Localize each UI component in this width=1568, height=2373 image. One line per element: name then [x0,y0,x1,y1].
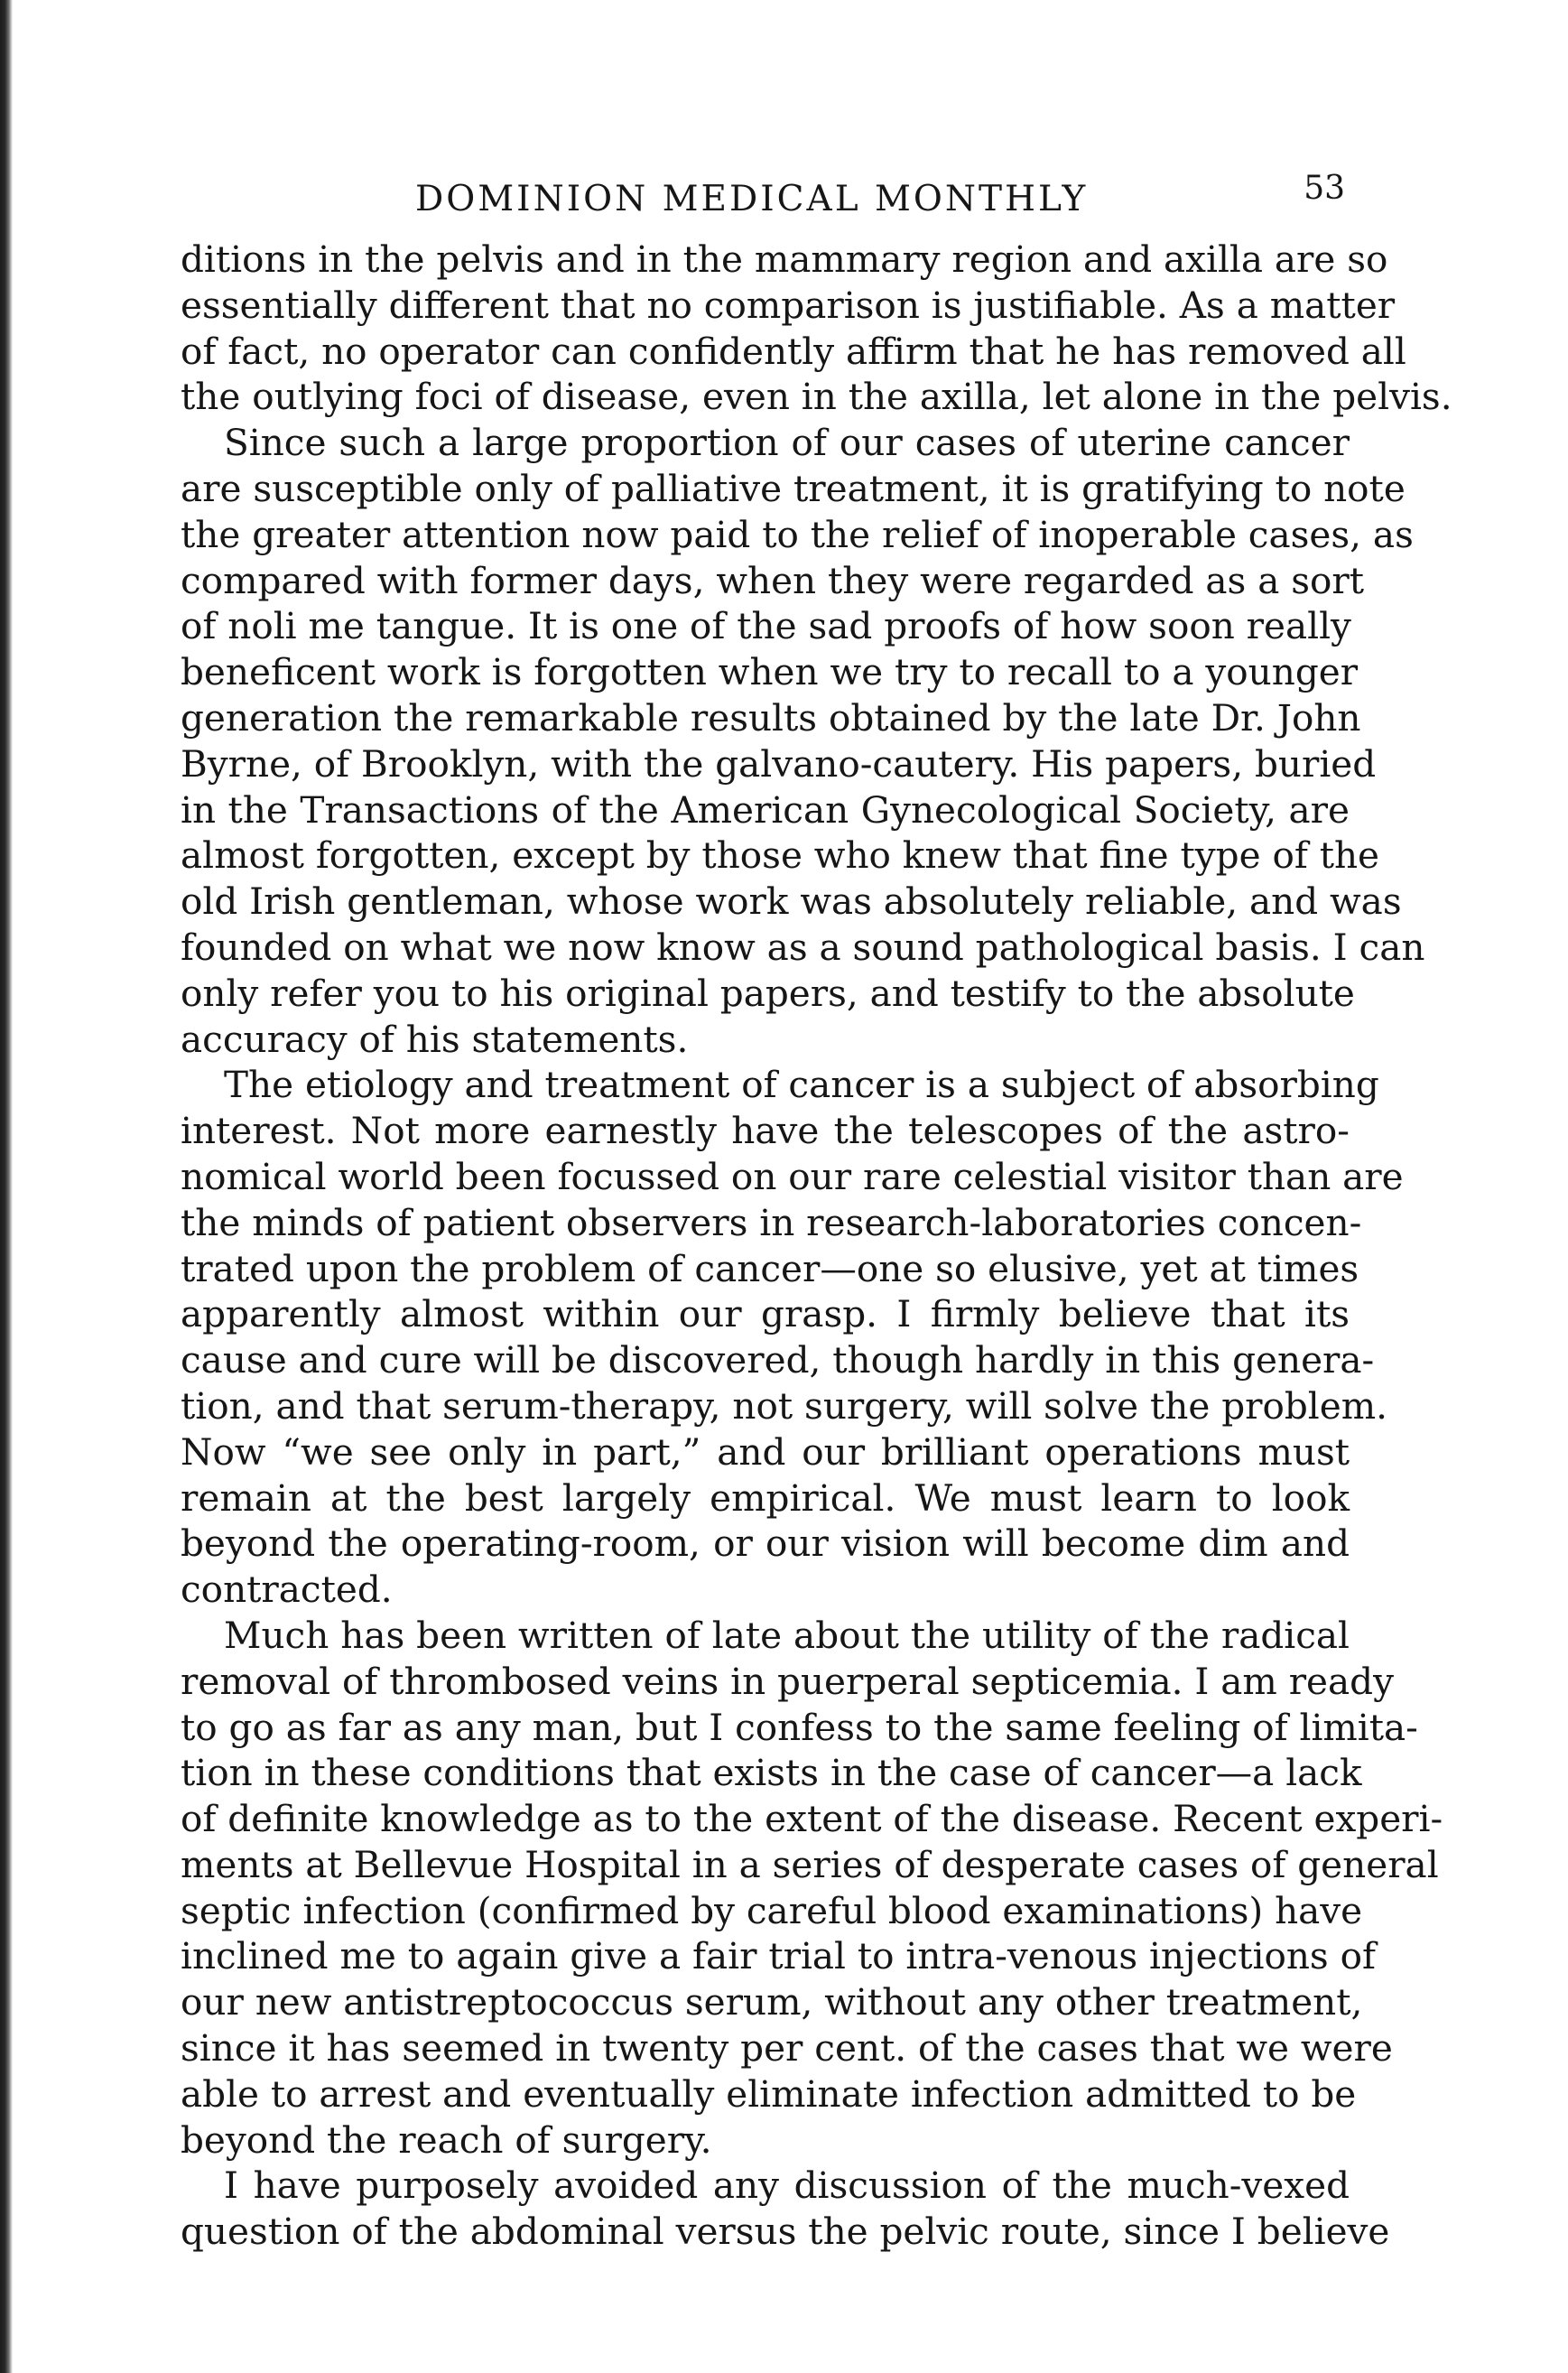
paragraph [181,2163,1390,2255]
text-line: beyond the reach of surgery. [181,2117,712,2162]
text-line: ments at Bellevue Hospital in a series of desperate cases of general [181,1842,1439,1886]
text-line: accuracy of his statements. [181,1017,689,1061]
text-line: generation the remarkable results obtained by the late Dr. John [181,695,1361,740]
text-line: inclined me to again give a fair trial to intra-venous injections of [181,1934,1376,1978]
text-line: are susceptible only of palliative treatment, it is gratifying to note [181,466,1406,510]
text-line: apparently almost within our grasp. I firmly believe that its [181,1292,1350,1336]
text-line: only refer you to his original papers, and testify to the absolute [181,971,1355,1015]
text-line: since it has seemed in twenty per cent. of the cases that we were [181,2026,1393,2071]
text-line: interest. Not more earnestly have the telescopes of the astro- [181,1109,1350,1153]
text-line: trated upon the problem of cancer—one so elusive, yet at times [181,1246,1359,1290]
text-line: essentially different that no comparison is justifiable. As a matter [181,283,1396,327]
text-line: contracted. [181,1568,393,1612]
text-line: question of the abdominal versus the pelvic route, since I believe [181,2210,1390,2254]
text-line: in the Transactions of the American Gynecological Society, are [181,787,1350,832]
text-line: old Irish gentleman, whose work was absolutely reliable, and was [181,879,1402,924]
text-line: founded on what we now know as a sound pathological basis. I can [181,925,1425,969]
text-line: our new antistreptococcus serum, without any other treatment, [181,1980,1363,2024]
text-line: of noli me tangue. It is one of the sad proofs of how soon really [181,604,1351,648]
text-line: the minds of patient observers in research-laboratories concen- [181,1200,1362,1244]
text-line: tion in these conditions that exists in the case of cancer—a lack [181,1751,1362,1795]
text-line: I have purposely avoided any discussion of the much-vexed [224,2164,1350,2208]
text-line: cause and cure will be discovered, though hardly in this genera- [181,1338,1375,1382]
text-line: of definite knowledge as to the extent of the disease. Recent experi- [181,1797,1443,1841]
text-line: tion, and that serum-therapy, not surgery, will solve the problem. [181,1383,1387,1428]
text-line: Byrne, of Brooklyn, with the galvano-cautery. His papers, buried [181,741,1377,786]
text-line: compared with former days, when they were regarded as a sort [181,558,1365,602]
text-line: of fact, no operator can confidently affirm that he has removed all [181,329,1406,373]
paragraph [181,1062,1404,1613]
text-line: almost forgotten, except by those who knew that fine type of the [181,833,1380,878]
body-text [181,237,1452,2255]
text-line: able to arrest and eventually eliminate infection admitted to be [181,2071,1357,2116]
page-number: 53 [1304,170,1345,207]
paragraph [181,1613,1443,2164]
page-binding-edge [0,0,13,2373]
text-line: ditions in the pelvis and in the mammary region and axilla are so [181,237,1388,281]
page-header [185,170,1345,224]
text-line: Since such a large proportion of our cases of uterine cancer [224,421,1350,465]
text-line: septic infection (confirmed by careful blood examinations) have [181,1888,1363,1932]
text-line: remain at the best largely empirical. We must learn to look [181,1475,1350,1520]
text-line: to go as far as any man, but I confess to the same feeling of limita- [181,1705,1418,1749]
text-line: The etiology and treatment of cancer is a subject of absorbing [224,1063,1379,1107]
text-line: beyond the operating-room, or our vision will become dim and [181,1522,1350,1566]
text-line: the greater attention now paid to the relief of inoperable cases, as [181,512,1414,556]
text-line: Now “we see only in part,” and our brilliant operations must [181,1429,1350,1474]
text-line: nomical world been focussed on our rare celestial visitor than are [181,1154,1404,1198]
paragraph [181,237,1452,420]
text-line: beneficent work is forgotten when we try to recall to a younger [181,650,1359,694]
text-line: the outlying foci of disease, even in the axilla, let alone in the pelvis. [181,375,1452,419]
running-title: DOMINION MEDICAL MONTHLY [415,179,1089,219]
text-line: Much has been written of late about the utility of the radical [224,1613,1350,1657]
text-line: removal of thrombosed veins in puerperal septicemia. I am ready [181,1659,1394,1703]
paragraph [181,420,1425,1062]
